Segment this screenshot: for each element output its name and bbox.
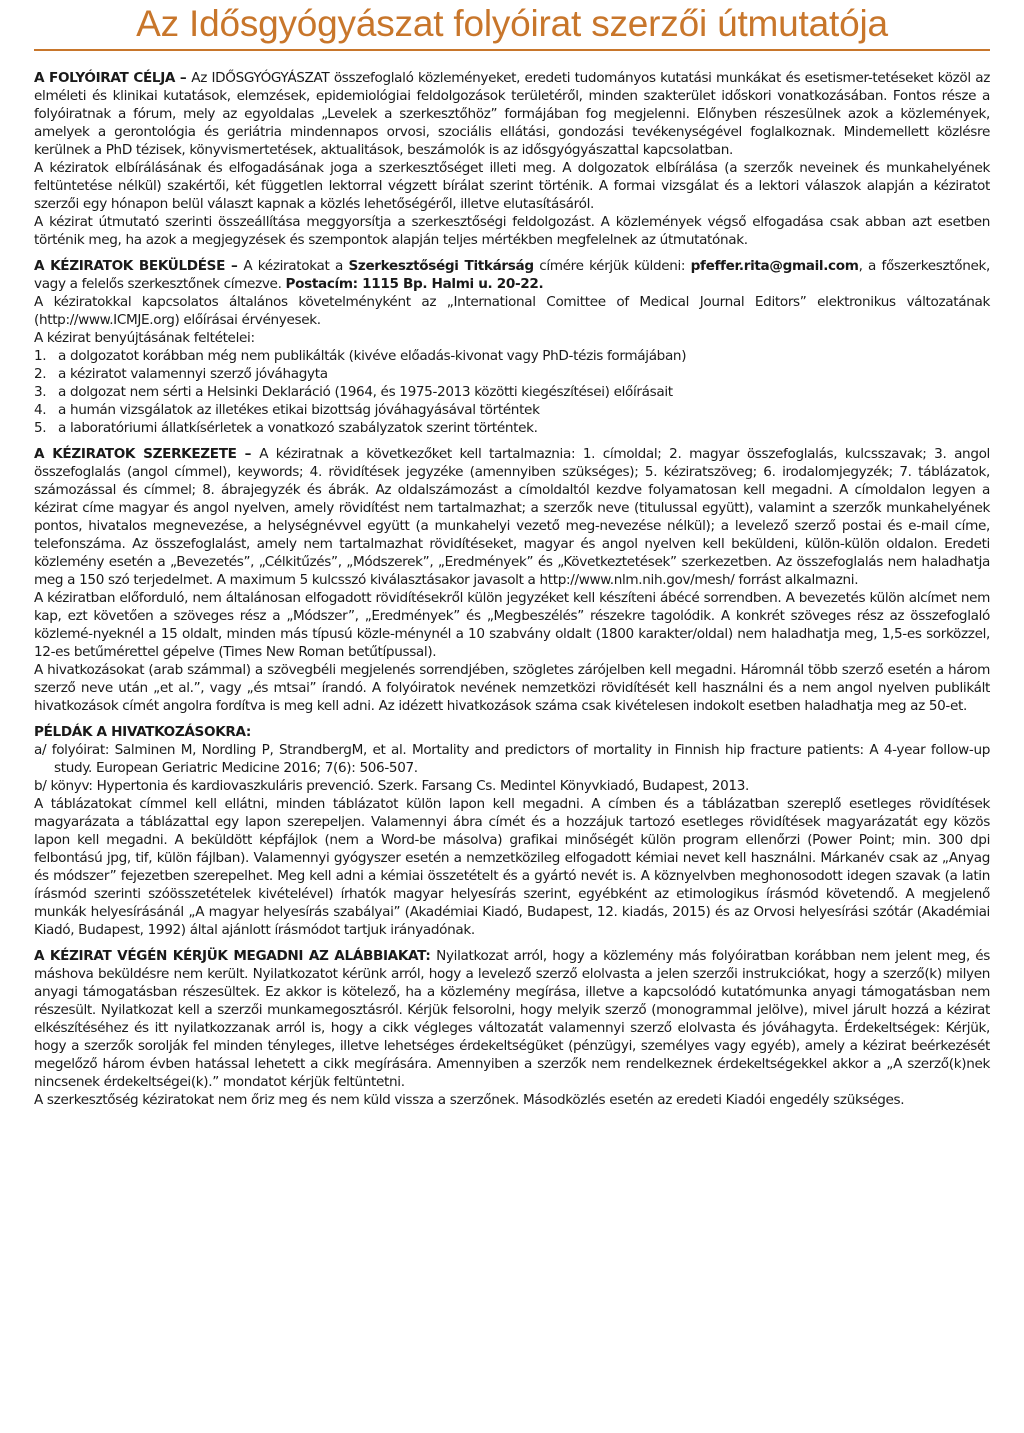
postal-address: Postacím: 1115 Bp. Halmi u. 20-22. xyxy=(285,276,544,292)
aim-paragraph-3: A kézirat útmutató szerinti összeállítása meggyorsítja a szerkesztőségi feldolgozást. A közlemények végső elfogadása csak abban azt esetben történik meg, ha azok a megjegyzések és szempontok alapján teljes mértékben megfelelnek az útmutatónak. xyxy=(34,214,990,248)
structure-paragraph-2: A kéziratban előforduló, nem általánosan elfogadott rövidítésekről külön jegyzéket kell készíteni ábécé sorrendben. A bevezetés külön alcímet nem kap, ezt követően a szöveges rész a „Módszer”, „Eredmények” és „Megbeszélés” részekre tagolódik. A konkrét szöveges rész az összefoglaló közlemé-nyeknél a 15 oldalt, minden más típusú közle-ménynél a 10 szabvány oldalt (1800 karakter/oldal) nem haladhatja meg, 1,5-es sorközzel, 12-es betűmérettel gépelve (Times New Roman betűtípussal). xyxy=(34,590,990,660)
submission-email: pfeffer.rita@gmail.com xyxy=(690,258,859,274)
aim-paragraph-1 xyxy=(34,69,990,159)
section-reference-examples xyxy=(34,723,990,939)
declarations-paragraph-2: A szerkesztőség kéziratokat nem őriz meg és nem küld vissza a szerzőnek. Másodközlés esetén az eredeti Kiadói engedély szükséges. xyxy=(34,1092,905,1108)
declarations-paragraph-1 xyxy=(34,947,990,1091)
paragraph-text: Nyilatkozat arról, hogy a közlemény más folyóiratban korábban nem jelent meg, és máshova beküldésre nem került. Nyilatkozatot kérünk arról, hogy a levelező szerző elolvasta a jelen szerzői instrukciókat, hogy a szerző(k) milyen anyagi támogatásban részesültek. Ez akkor is kötelező, ha a közlemény megírása, illetve a kapcsolódó kutatómunka anyagi támogatásban nem részesült. Nyilatkozat kell a szerzői munkamegosztásról. Kérjük felsorolni, hogy melyik szerző (monogrammal jelölve), mivel járult hozzá a kézirat elkészítéséhez és itt nyilatkozzanak arról is, hogy a cikk végleges változatát valamennyi szerző elolvasta és jóváhagyta. Érdekeltségek: Kérjük, hogy a szerzők sorolják fel minden tényleges, illetve lehetséges érdekeltségüket (pénzügyi, személyes vagy egyéb), amely a kézirat beérkezését megelőző három évben hatással lehetett a cikk megírására. Amennyiben a szerzők nem rendelkeznek érdekeltségekkel akkor a „A szerző(k)nek nincsenek érdekeltségei(k).” mondatot kérjük feltüntetni. xyxy=(34,948,991,1090)
section-heading: PÉLDÁK A HIVATKOZÁSOKRA: xyxy=(34,724,252,740)
section-heading: A KÉZIRATOK SZERKEZETE – xyxy=(34,446,260,462)
structure-paragraph-3: A hivatkozásokat (arab számmal) a szövegbéli megjelenés sorrendjében, szögletes zárójelben kell megadni. Háromnál több szerző esetén a három szerző neve után „et al.”, vagy „és mtsai” írandó. A folyóiratok nevének nemzetközi rövidítését kell használni és a nem angol nyelven publikált hivatkozások címét angolra fordítva is meg kell adni. Az idézett hivatkozások száma csak kivételesen indokolt esetben haladhatja meg az 50-et. xyxy=(34,662,990,714)
list-item-text: a laboratóriumi állatkísérletek a vonatkozó szabályzatok szerint történtek. xyxy=(58,420,538,436)
section-end-declarations xyxy=(34,947,990,1109)
submission-paragraph-2: A kéziratokkal kapcsolatos általános követelményként az „International Comittee of Medical Journal Editors” elektronikus változatának (http://www.ICMJE.org) előírásai érvényesek. xyxy=(34,294,990,328)
paragraph-text: , a főszerkesztőnek, vagy a felelős szerkesztőnek címezve. xyxy=(34,258,990,292)
list-item xyxy=(34,365,990,383)
list-item-number: 4. xyxy=(34,402,47,418)
list-item-number: 2. xyxy=(34,366,47,382)
aim-paragraph-2: A kéziratok elbírálásának és elfogadásának joga a szerkesztőséget illeti meg. A dolgozatok elbírálása (a szerzők neveinek és munkahelyének feltüntetése nélkül) szakértői, két független lektorral végzett bírálat szerint történik. A formai vizsgálat és a lektori válaszok alapján a kéziratot szerzői egy hónapon belül választ kapnak a közlés lehetőségéről, illetve elutasításáról. xyxy=(34,160,990,212)
section-manuscript-structure xyxy=(34,445,990,715)
list-item-text: a kéziratot valamennyi szerző jóváhagyta xyxy=(58,366,328,382)
list-item-text: a dolgozat nem sérti a Helsinki Deklaráció (1964, és 1975-2013 közötti kiegészítései) előírásait xyxy=(58,384,673,400)
section-heading: A KÉZIRAT VÉGÉN KÉRJÜK MEGADNI AZ ALÁBBIAKAT: xyxy=(34,948,437,964)
list-item-text: a humán vizsgálatok az illetékes etikai bizottság jóváhagyásával történtek xyxy=(58,402,540,418)
list-item xyxy=(34,419,990,437)
list-item-number: 1. xyxy=(34,348,47,364)
title-divider xyxy=(34,49,990,51)
section-heading: A KÉZIRATOK BEKÜLDÉSE – xyxy=(34,258,244,274)
reference-example-journal: a/ folyóirat: Salminen M, Nordling P, StrandbergM, et al. Mortality and predictors of mortality in Finnish hip fracture patients: A 4-year follow-up study. European Geriatric Medicine 2016; 7(6): 506-507. xyxy=(34,742,990,776)
section-submission xyxy=(34,257,990,437)
list-item xyxy=(34,383,990,401)
submission-paragraph-1 xyxy=(34,257,990,293)
list-item xyxy=(34,401,990,419)
paragraph-text: A kéziratnak a következőket kell tartalmaznia: 1. címoldal; 2. magyar összefoglalás, kulcsszavak; 3. angol összefoglalás (angol címmel), keywords; 4. rövidítések jegyzéke (amennyiben szükséges); 5. kéziratszöveg; 6. irodalomjegyzék; 7. táblázatok, számozással és címmel; 8. ábrajegyzék és ábrák. Az oldalszámozást a címoldaltól kezdve folyamatosan kell megadni. A címoldalon legyen a kézirat címe magyar és angol nyelven, amely rövidítést nem tartalmazhat; a szerzők neve (titulussal együtt), valamint a szerzők munkahelyének pontos, hivatalos megnevezése, a helységnévvel együtt (a munkahelyi vezető meg-nevezése nélkül); a levelező szerző postai és e-mail címe, telefonszáma. Az összefoglalást, amely nem tartalmazhat rövidítéseket, magyar és angol nyelven kell beküldeni, külön-külön oldalon. Eredeti közlemény esetén a „Bevezetés”, „Célkitűzés”, „Módszerek”, „Eredmények” és „Következtetések” szerkezetben. Az összefoglalás nem haladhatja meg a 150 szó terjedelmet. A maximum 5 kulcsszó kiválasztásakor javasolt a http://www.nlm.nih.gov/mesh/ forrást alkalmazni. xyxy=(34,446,990,588)
section-heading: A FOLYÓIRAT CÉLJA – xyxy=(34,70,192,86)
list-item-number: 5. xyxy=(34,420,47,436)
paragraph-text: A kéziratokat a xyxy=(243,258,349,274)
list-item-text: a dolgozatot korábban még nem publikálták (kivéve előadás-kivonat vagy PhD-tézis formájában) xyxy=(58,348,687,364)
paragraph-text: Az IDŐSGYÓGYÁSZAT összefoglaló közleményeket, eredeti tudományos kutatási munkákat és esetismer-tetéseket közöl az elméleti és klinikai kutatások, elemzések, epidemiológiai feldolgozások területéről, minden szakterület időskori vonatkozásában. Fontos része a folyóiratnak a fórum, mely az egyoldalas „Levelek a szerkesztőhöz” formájában fog megjelenni. Előnyben részesülnek azok a közlemények, amelyek a gerontológia és geriátria mindennapos orvosi, szociális ellátási, gondozási tevékenységével foglalkoznak. Mindemellett közlésre kerülnek a PhD tézisek, könyvismertetések, aktualitások, beszámolók is az idősgyógyászattal kapcsolatban. xyxy=(34,70,990,158)
reference-example-book: b/ könyv: Hypertonia és kardiovaszkuláris prevenció. Szerk. Farsang Cs. Medintel Könyvkiadó, Budapest, 2013. xyxy=(34,778,749,794)
page-title: Az Idősgyógyászat folyóirat szerzői útmutatója xyxy=(136,3,888,44)
editorial-office-name: Szerkesztőségi Titkárság xyxy=(348,258,534,274)
tables-figures-paragraph: A táblázatokat címmel kell ellátni, minden táblázatot külön lapon kell megadni. A címben és a táblázatban szereplő esetleges rövidítések magyarázata a táblázattal egy lapon szerepeljen. Valamennyi ábra címét és a hozzájuk tartozó esetleges rövidítések magyarázatát egy közös lapon kell megadni. A beküldött képfájlok (nem a Word-be másolva) grafikai minőségét külön program ellenőrzi (Power Point; min. 300 dpi felbontású jpg, tif, külön fájlban). Valamennyi gyógyszer esetén a nemzetközileg elfogadott kémiai nevet kell használni. Márkanév csak az „Anyag és módszer” fejezetben szerepelhet. Meg kell adni a kémiai összetételt és a gyártó nevét is. A köznyelvben meghonosodott idegen szavak (a latin írásmód szerinti szóösszetételek kivételével) írhatók magyar helyesírás szerint, egyébként az etimologikus írásmód követendő. A megjelenő munkák helyesírásánál „A magyar helyesírás szabályai” (Akadémiai Kiadó, Budapest, 12. kiadás, 2015) és az Orvosi helyesírási szótár (Akadémiai Kiadó, Budapest, 1992) által ajánlott írásmódot tartjuk irányadónak. xyxy=(34,796,990,938)
document-body xyxy=(34,69,990,1109)
section-journal-aim xyxy=(34,69,990,249)
conditions-list xyxy=(34,347,990,437)
structure-paragraph-1 xyxy=(34,445,990,589)
list-item-number: 3. xyxy=(34,384,47,400)
submission-paragraph-3: A kézirat benyújtásának feltételei: xyxy=(34,330,255,346)
list-item xyxy=(34,347,990,365)
paragraph-text: címére kérjük küldeni: xyxy=(533,258,691,274)
